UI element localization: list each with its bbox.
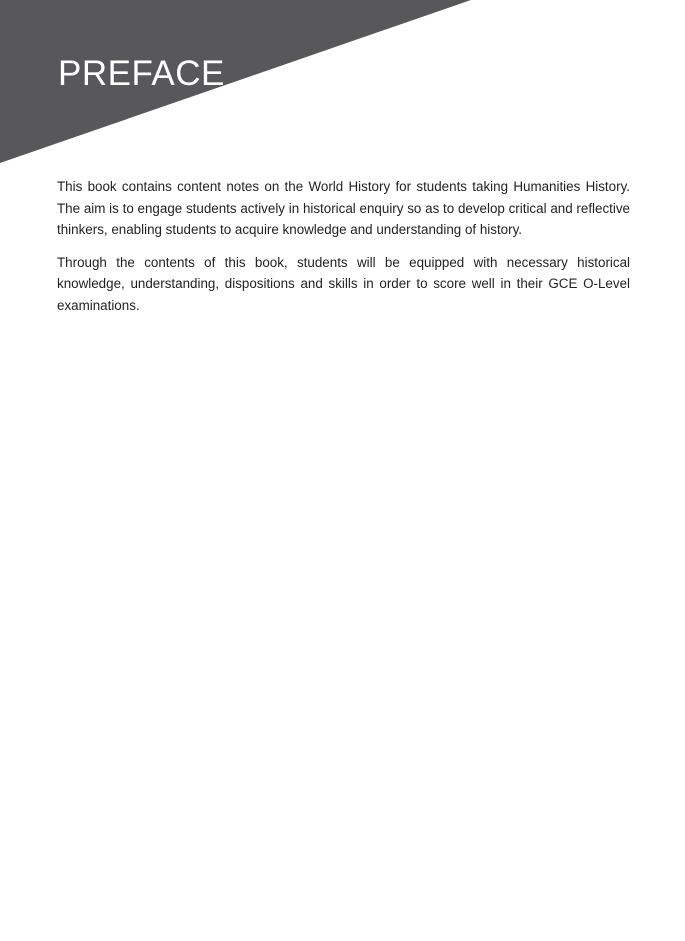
preface-body <box>57 176 630 327</box>
page-title: PREFACE <box>58 54 225 93</box>
preface-paragraph-1: This book contains content notes on the World History for students taking Humanities History. The aim is to engage students actively in historical enquiry so as to develop critical and reflective thinkers, enabling students to acquire knowledge and understanding of history. <box>57 179 630 237</box>
preface-paragraph-2: Through the contents of this book, students will be equipped with necessary historical knowledge, understanding, dispositions and skills in order to score well in their GCE O-Level examinations. <box>57 254 630 313</box>
